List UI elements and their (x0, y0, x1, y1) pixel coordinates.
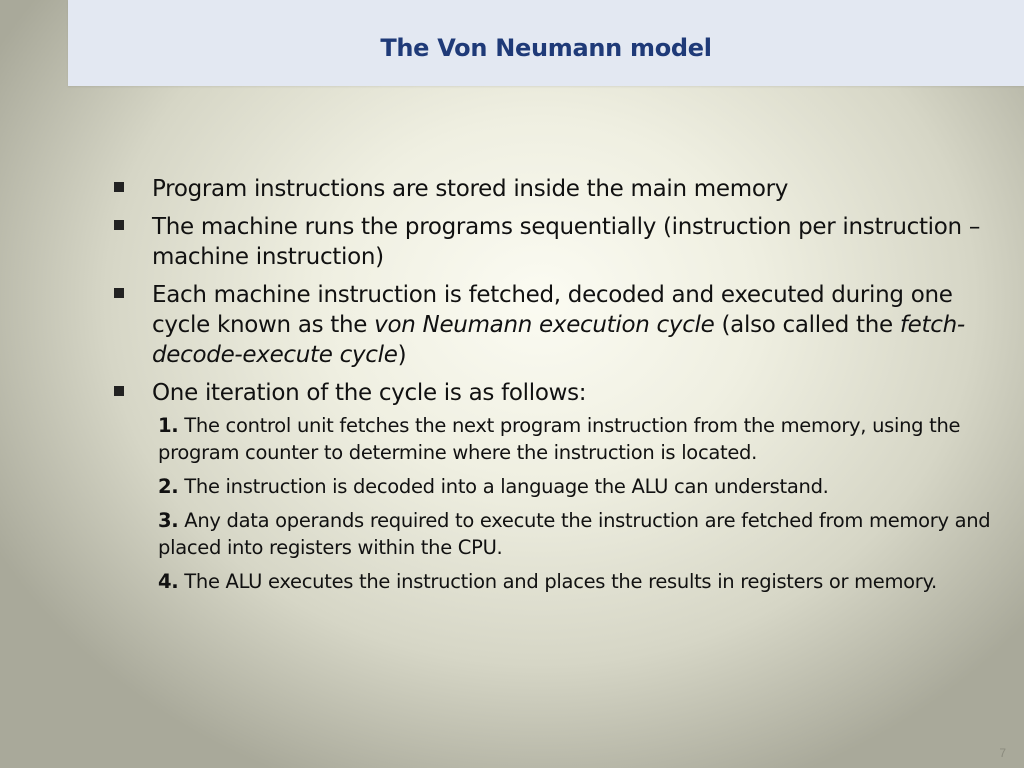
square-bullet-icon (114, 288, 124, 298)
slide-content (112, 174, 1002, 602)
square-bullet-icon (114, 220, 124, 230)
square-bullet-icon (114, 386, 124, 396)
step-text: The control unit fetches the next program instruction from the memory, using the program counter to determine where the instruction is located. (158, 414, 961, 464)
cycle-step (112, 412, 994, 466)
bullet-emphasis: fetch-decode-execute cycle (152, 312, 965, 368)
bullet-text-part: ) (397, 342, 407, 368)
step-number: 4. (158, 570, 179, 593)
bullet-text-part: (also called the (714, 312, 900, 338)
cycle-step (112, 507, 994, 561)
bullet-text: Program instructions are stored inside the main memory (152, 176, 789, 202)
cycle-step (112, 473, 994, 500)
bullet-text: The machine runs the programs sequentially (instruction per instruction – machine instruction) (152, 214, 981, 270)
bullet-item (112, 174, 1002, 204)
bullet-item (112, 378, 1002, 408)
square-bullet-icon (114, 182, 124, 192)
slide-title: The Von Neumann model (380, 34, 712, 62)
bullet-item (112, 280, 1002, 370)
bullet-item (112, 212, 1002, 272)
cycle-step (112, 568, 994, 595)
title-bar (68, 0, 1024, 86)
step-text: The ALU executes the instruction and places the results in registers or memory. (178, 570, 937, 593)
bullet-text: One iteration of the cycle is as follows: (152, 380, 587, 406)
step-number: 2. (158, 475, 179, 498)
step-number: 3. (158, 509, 179, 532)
bullet-text-part: Each machine instruction is fetched, decoded and executed during one cycle known as the (152, 282, 953, 338)
bullet-emphasis: von Neumann execution cycle (374, 312, 715, 338)
step-text: Any data operands required to execute the instruction are fetched from memory and placed into registers within the CPU. (158, 509, 991, 559)
page-number: 7 (999, 746, 1006, 760)
step-number: 1. (158, 414, 179, 437)
step-text: The instruction is decoded into a language the ALU can understand. (178, 475, 829, 498)
